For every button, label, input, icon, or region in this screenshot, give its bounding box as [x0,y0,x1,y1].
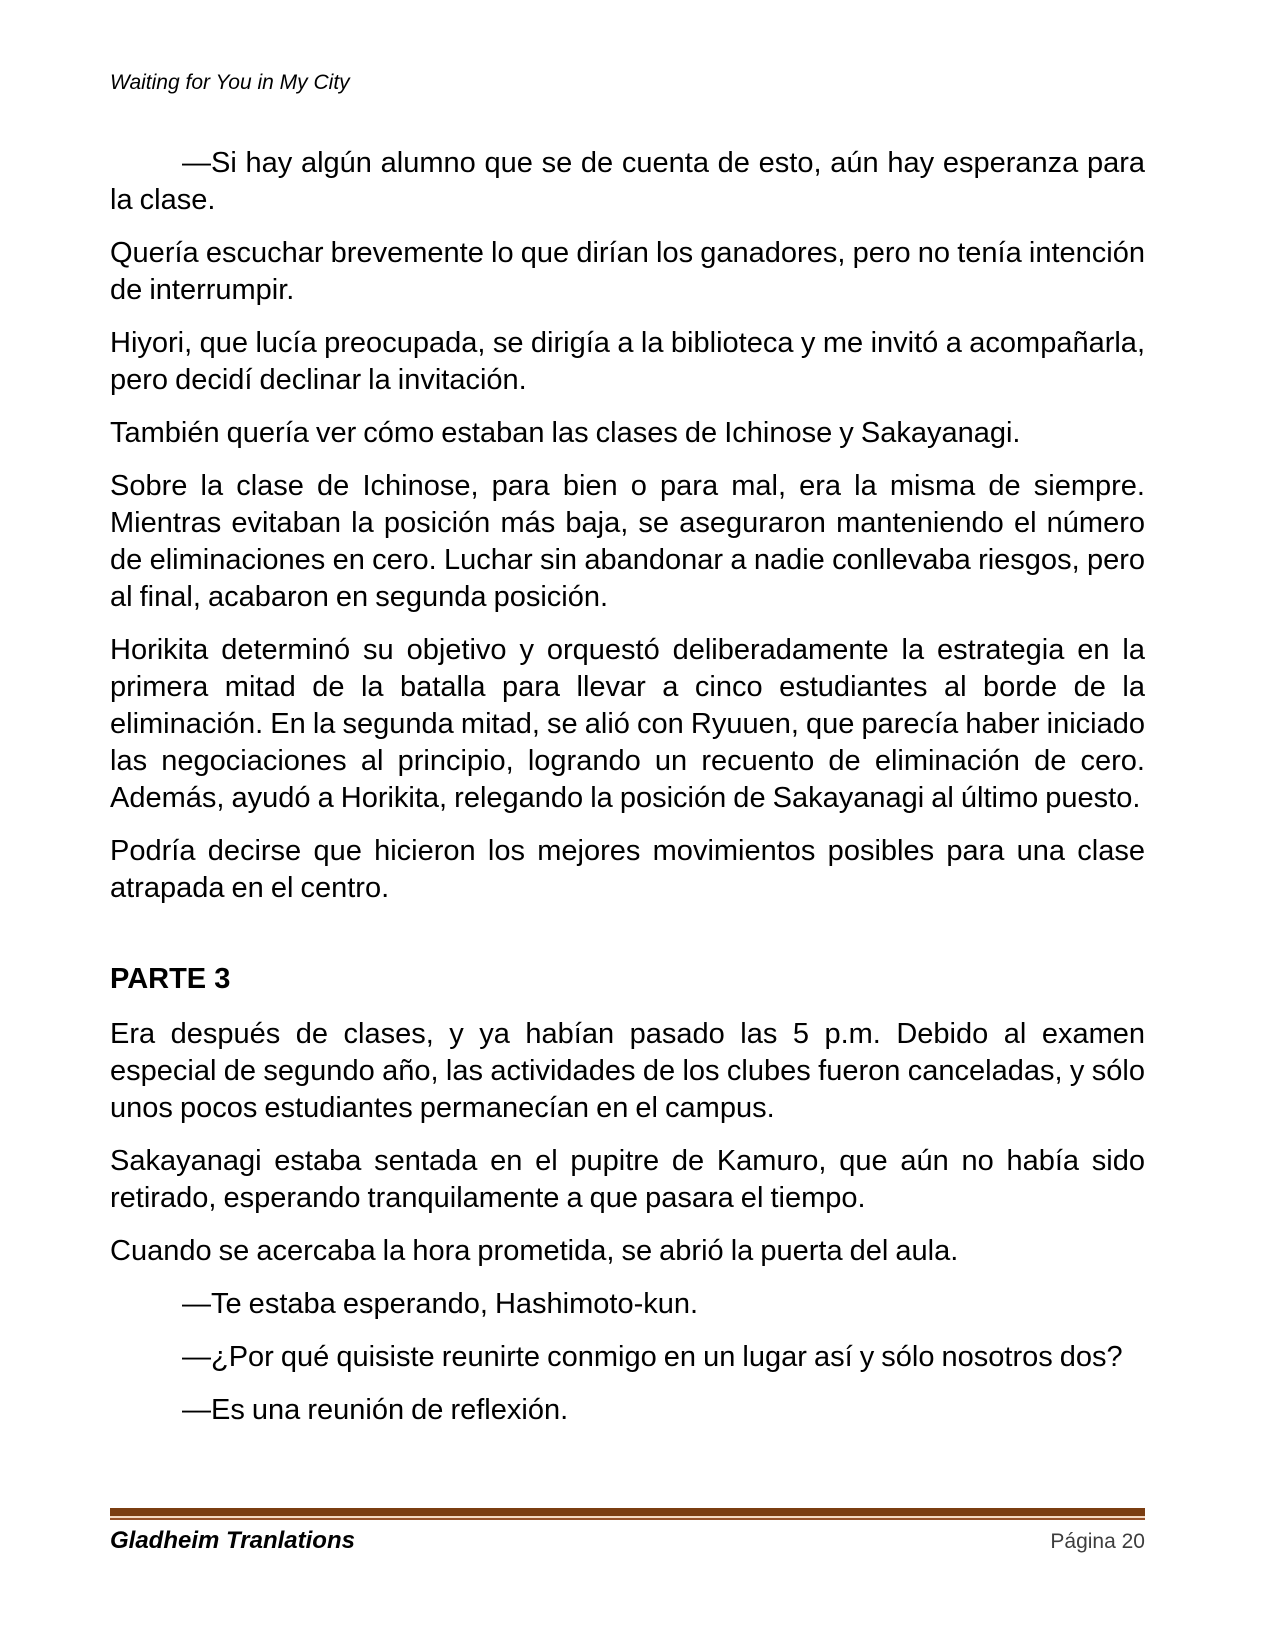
page-footer [110,1508,1145,1555]
dialog-paragraph: —Es una reunión de reflexión. [182,1394,569,1426]
paragraph: Quería escuchar brevemente lo que dirían los ganadores, pero no tenía intención de interrumpir. [110,237,1145,306]
dialog-paragraph: —Si hay algún alumno que se de cuenta de esto, aún hay esperanza para la clase. [110,147,1145,216]
paragraph: Podría decirse que hicieron los mejores movimientos posibles para una clase atrapada en el centro. [110,835,1145,904]
dialog-paragraph: —¿Por qué quisiste reunirte conmigo en un lugar así y sólo nosotros dos? [182,1341,1123,1373]
paragraph: Sakayanagi estaba sentada en el pupitre de Kamuro, que aún no había sido retirado, esperando tranquilamente a que pasara el tiempo. [110,1145,1145,1214]
paragraph: También quería ver cómo estaban las clases de Ichinose y Sakayanagi. [110,417,1021,449]
paragraph: Hiyori, que lucía preocupada, se dirigía a la biblioteca y me invitó a acompañarla, pero decidí declinar la invitación. [110,327,1145,396]
dialog-paragraph: —Te estaba esperando, Hashimoto-kun. [182,1288,699,1320]
footer-rule-thin [110,1518,1145,1520]
paragraph: Horikita determinó su objetivo y orquestó deliberadamente la estrategia en la primera mitad de la batalla para llevar a cinco estudiantes al borde de la eliminación. En la segunda mitad, se alió con Ryuuen, que parecía haber iniciado las negociaciones al principio, logrando un recuento de eliminación de cero. Además, ayudó a Horikita, relegando la posición de Sakayanagi al último puesto. [110,634,1145,814]
footer-row [110,1527,1145,1555]
paragraph: Cuando se acercaba la hora prometida, se abrió la puerta del aula. [110,1235,959,1267]
footer-brand: Gladheim Tranlations [110,1527,355,1554]
paragraph: Sobre la clase de Ichinose, para bien o para mal, era la misma de siempre. Mientras evitaban la posición más baja, se aseguraron manteniendo el número de eliminaciones en cero. Luchar sin abandonar a nadie conllevaba riesgos, pero al final, acabaron en segunda posición. [110,470,1145,613]
section-heading: PARTE 3 [110,963,231,995]
body-text [110,145,1145,1445]
footer-page-number: Página 20 [1050,1530,1145,1553]
footer-rule-thick [110,1508,1145,1516]
paragraph: Era después de clases, y ya habían pasado las 5 p.m. Debido al examen especial de segundo año, las actividades de los clubes fueron canceladas, y sólo unos pocos estudiantes permanecían en el campus. [110,1018,1145,1124]
page-header-title: Waiting for You in My City [110,71,350,94]
